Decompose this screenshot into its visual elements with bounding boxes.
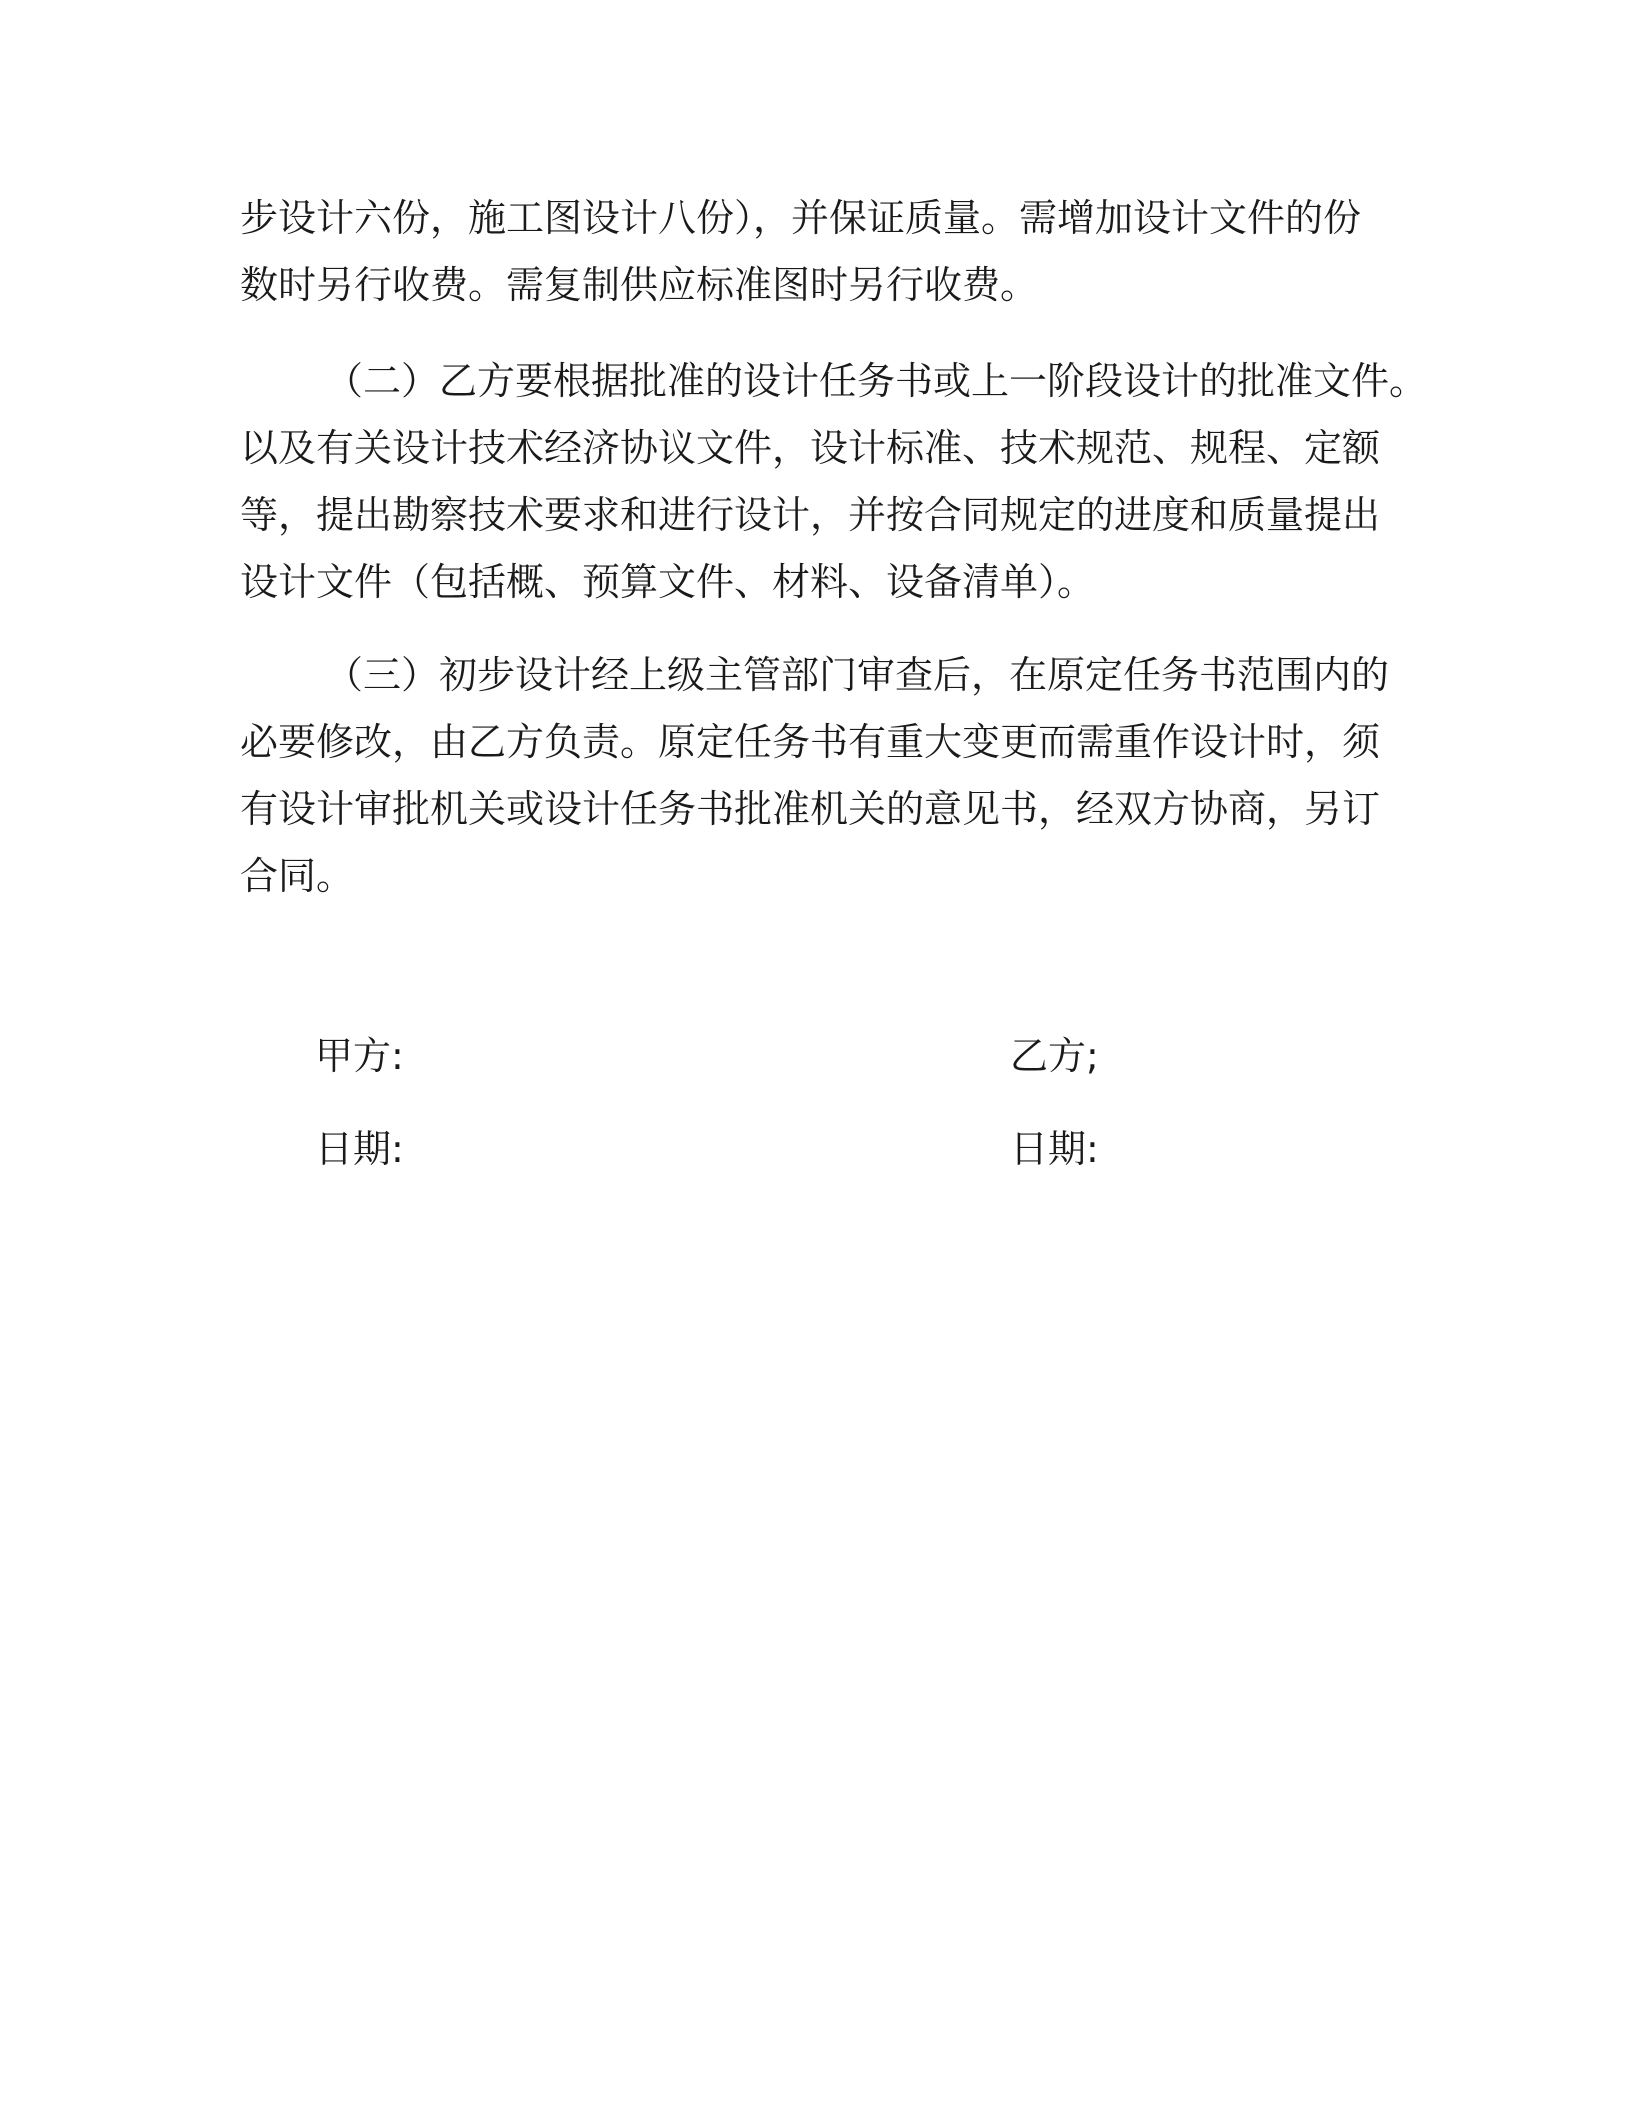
paragraph-line: 以及有关设计技术经济协议文件，设计标准、技术规范、规程、定额	[240, 426, 1381, 470]
paragraph-line: （二）乙方要根据批准的设计任务书或上一阶段设计的批准文件。	[325, 359, 1428, 403]
party-b-signature-label: 乙方;	[1010, 1034, 1099, 1078]
paragraph-clause-2	[240, 348, 1428, 616]
paragraph-line: （三）初步设计经上级主管部门审查后，在原定任务书范围内的	[325, 653, 1390, 697]
paragraph-line: 步设计六份，施工图设计八份），并保证质量。需增加设计文件的份	[240, 196, 1362, 240]
paragraph-clause-3	[240, 642, 1390, 910]
paragraph-line: 等，提出勘察技术要求和进行设计，并按合同规定的进度和质量提出	[240, 493, 1381, 537]
paragraph-line: 必要修改，由乙方负责。原定任务书有重大变更而需重作设计时，须	[240, 720, 1381, 764]
paragraph-line: 合同。	[240, 854, 355, 898]
paragraph-line: 设计文件（包括概、预算文件、材料、设备清单）。	[240, 560, 1096, 604]
paragraph-continuation	[240, 185, 1380, 319]
paragraph-line: 有设计审批机关或设计任务书批准机关的意见书，经双方协商，另订	[240, 787, 1381, 831]
party-a-signature-label: 甲方:	[315, 1034, 404, 1078]
party-a-date-label: 日期:	[315, 1127, 404, 1171]
party-b-date-label: 日期:	[1010, 1127, 1099, 1171]
paragraph-line: 数时另行收费。需复制供应标准图时另行收费。	[240, 263, 1039, 307]
